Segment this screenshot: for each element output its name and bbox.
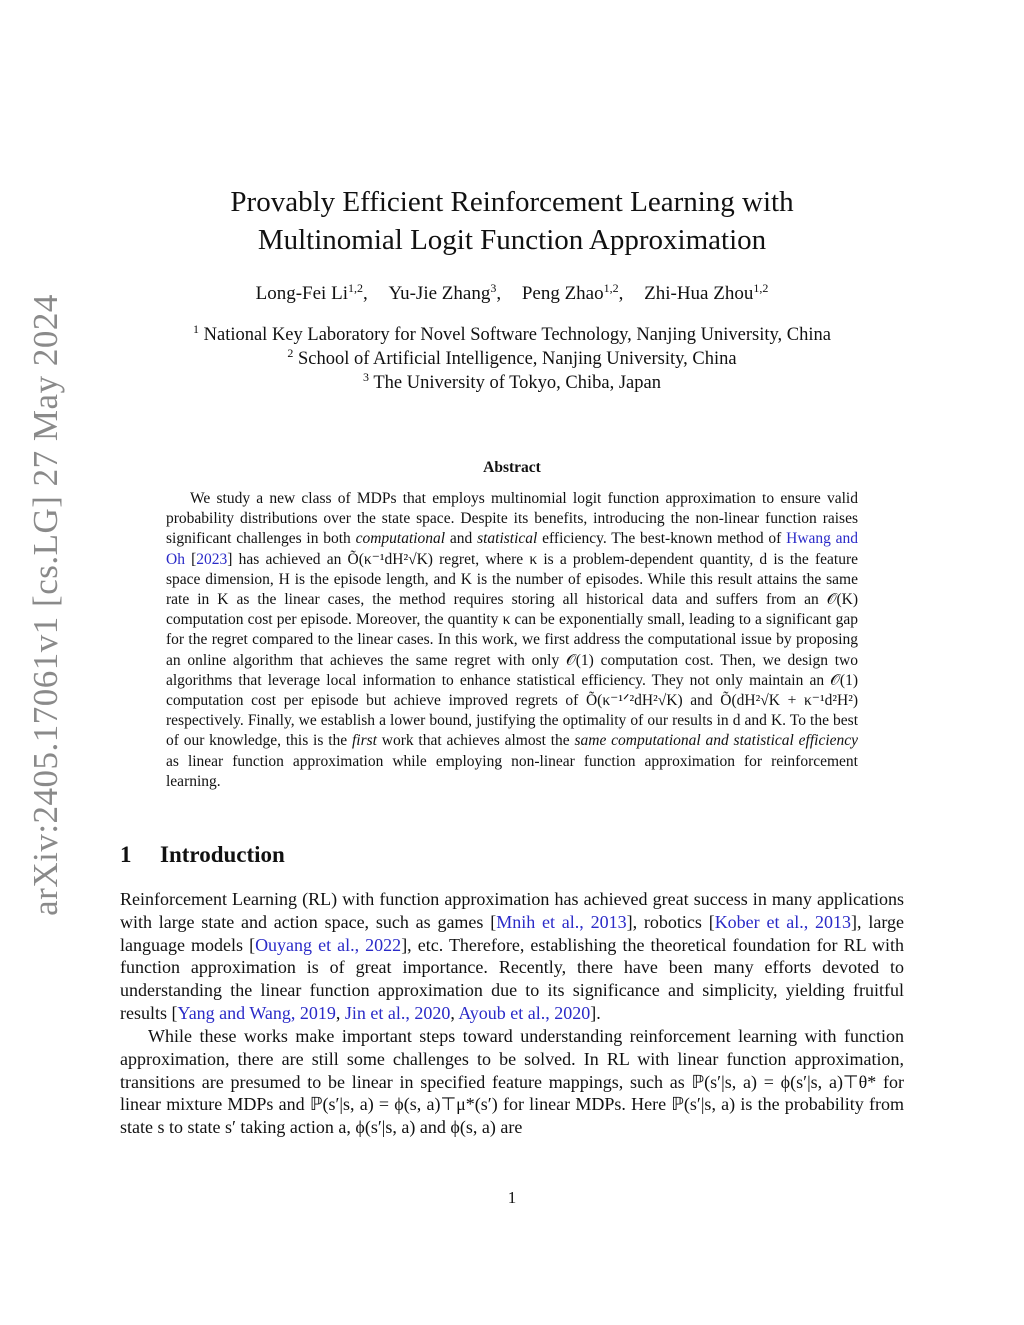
citation-year-link[interactable]: 2023 [196, 550, 228, 568]
arxiv-id: arXiv:2405.17061v1 [cs.LG] 27 May 2024 [26, 294, 65, 916]
section-heading [120, 842, 285, 868]
citation-link[interactable]: Ayoub et al., 2020 [458, 1002, 591, 1023]
author-list [0, 282, 1024, 306]
paper-title [0, 183, 1024, 259]
affiliations [0, 323, 1024, 395]
author: Long-Fei Li$^{1,2}$, [255, 281, 368, 304]
abstract-body: We study a new class of MDPs that employs multinomial logit function approximation to ensure valid probability distributions over the state space. Despite its benefits, introducing the non-linear function raises significant challenges in both computational and statistical efficiency. The best-known method of Hwang and Oh [2023] has achieved an Õ(κ⁻¹dH²√K) regret, where κ is a problem-dependent quantity, d is the feature space dimension, H is the episode length, and K is the number of episodes. While this result attains the same rate in K as the linear cases, the method requires storing all historical data and suffers from an 𝒪(K) computation cost per episode. Moreover, the quantity κ can be exponentially small, leading to a significant gap for the regret compared to the linear cases. In this work, we first address the computational issue by proposing an online algorithm that achieves the same regret with only 𝒪(1) computation cost. Then, we design two algorithms that leverage local information to enhance statistical efficiency. They not only maintain an 𝒪(1) computation cost per episode but achieve improved regrets of Õ(κ⁻¹ᐟ²dH²√K) and Õ(dH²√K + κ⁻¹d²H²) respectively. Finally, we establish a lower bound, justifying the optimality of our results in d and K. To the best of our knowledge, this is the first work that achieves almost the same computational and statistical efficiency as linear function approximation while employing non-linear function approximation for reinforcement learning. [166, 490, 859, 790]
citation-link[interactable]: Kober et al., 2013 [714, 911, 852, 932]
affiliation: $^1$ National Key Laboratory for Novel Software Technology, Nanjing University, China [193, 322, 831, 345]
intro-paragraph-2: While these works make important steps toward understanding reinforcement learning with function approximation, there are still some challenges to be solved. In RL with linear function approximation, transitions are presumed to be linear in specified feature mappings, such as ℙ(s′|s, a) = ϕ(s′|s, a)⊤θ* for linear mixture MDPs and ℙ(s′|s, a) = ϕ(s, a)⊤μ*(s′) for linear MDPs. Here ℙ(s′|s, a) is the probability from state s to state s′ taking action a, ϕ(s′|s, a) and ϕ(s, a) are [120, 1026, 904, 1138]
intro-paragraph-1: Reinforcement Learning (RL) with function approximation has achieved great success in many applications with large state and action space, such as games [Mnih et al., 2013], robotics [Kober et al., 2013], large language models [Ouyang et al., 2022], etc. Therefore, establishing the theoretical foundation for RL with function approximation is of great importance. Recently, there have been many efforts devoted to understanding the linear function approximation due to its significance and simplicity, yielding fruitful results [Yang and Wang, 2019, Jin et al., 2020, Ayoub et al., 2020]. [120, 889, 904, 1023]
citation-link[interactable]: Jin et al., 2020 [344, 1002, 451, 1023]
citation-link[interactable]: Hwang and Oh [166, 530, 859, 568]
page-number: 1 [507, 1188, 517, 1207]
section-number: 1 [120, 842, 132, 867]
citation-link[interactable]: Ouyang et al., 2022 [255, 934, 402, 955]
affiliation: $^2$ School of Artificial Intelligence, Nanjing University, China [287, 346, 737, 369]
affiliation: $^3$ The University of Tokyo, Chiba, Japan [363, 370, 661, 393]
author: Zhi-Hua Zhou$^{1,2}$ [644, 281, 769, 304]
title-line-2: Multinomial Logit Function Approximation [257, 224, 767, 256]
title-line-1: Provably Efficient Reinforcement Learning with [230, 186, 794, 218]
section-title: Introduction [160, 842, 285, 867]
citation-link[interactable]: Yang and Wang, 2019 [177, 1002, 336, 1023]
abstract-heading: Abstract [483, 459, 541, 476]
citation-link[interactable]: Mnih et al., 2013 [496, 911, 627, 932]
author: Peng Zhao$^{1,2}$, [521, 281, 624, 304]
author: Yu-Jie Zhang$^3$, [388, 281, 502, 304]
